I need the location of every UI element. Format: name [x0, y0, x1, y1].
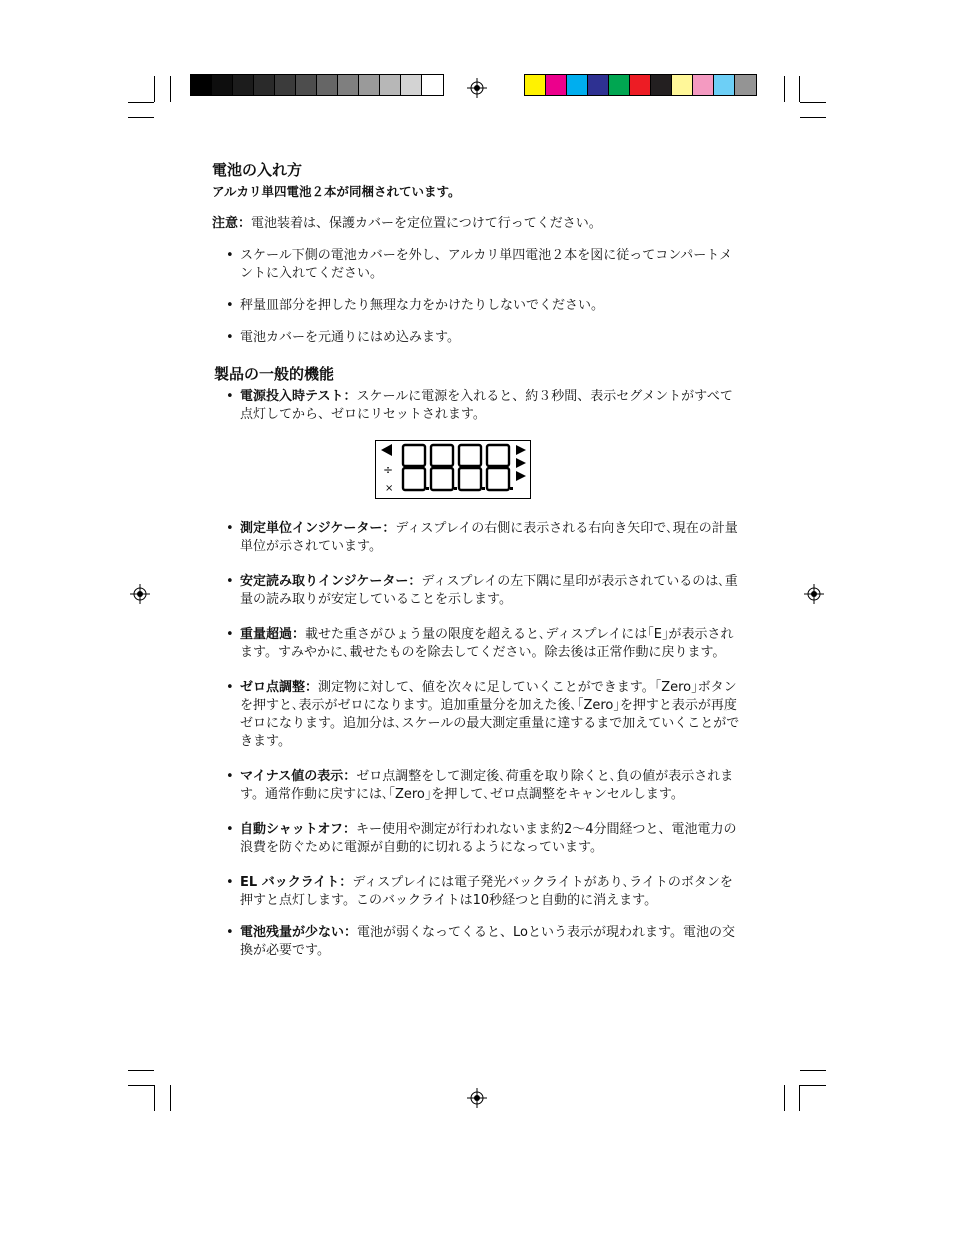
crop-mark	[154, 1085, 155, 1111]
color-swatch	[546, 75, 567, 95]
color-swatch	[525, 75, 546, 95]
list-item-text: スケール下側の電池カバーを外し、アルカリ単四電池２本を図に従ってコンパートメントに入れてください。	[240, 248, 733, 281]
feature-label: 測定単位インジケーター：	[240, 521, 396, 536]
lcd-digit-8	[487, 445, 509, 490]
crop-mark	[154, 76, 155, 102]
color-swatch	[191, 75, 212, 95]
feature-text: ディスプレイの左下隅に星印が表示されているのは､重量の読み取りが安定していることを示します。	[240, 574, 738, 607]
color-swatch	[338, 75, 359, 95]
registration-mark-icon	[804, 584, 824, 604]
grayscale-bar	[190, 74, 444, 96]
list-item-text: 秤量皿部分を押したり無理な力をかけたりしないでください。	[240, 298, 605, 313]
lcd-display-icon	[376, 441, 530, 498]
lcd-digit-8	[431, 445, 453, 490]
feature-text: 測定物に対して、値を次々に足していくことができます。｢Zero｣ボタンを押すと､表示がゼロになります。追加重量分を加えた後､｢Zero｣を押すと表示が再度ゼロになります。追加分は､スケールの最大測定重量に達するまで加えていくことができます。	[240, 680, 740, 749]
crop-mark	[128, 102, 154, 103]
color-swatch	[401, 75, 422, 95]
list-item: • 電池残量が少ない：電池が弱くなってくると、Loという表示が現われます。電池の交換が必要です。	[226, 925, 735, 958]
unit-arrow-icon	[516, 471, 526, 481]
section-title: 電池の入れ方	[212, 161, 303, 179]
feature-text: スケールに電源を入れると、約３秒間、表示セグメントがすべて点灯してから、ゼロにリセットされます。	[240, 389, 733, 422]
color-swatch	[212, 75, 233, 95]
lcd-digit-8	[403, 445, 425, 490]
lcd-decimal-point	[454, 487, 457, 490]
color-swatch	[651, 75, 672, 95]
feature-text: 載せた重さがひょう量の限度を超えると､ディスプレイには｢E｣が表示されます。すみやかに､載せたものを除去してください。除去後は正常作動に戻ります。	[240, 627, 734, 660]
crop-mark	[800, 102, 826, 103]
list-item: • 電池カバーを元通りにはめ込みます。	[226, 330, 460, 345]
list-item: • スケール下側の電池カバーを外し、アルカリ単四電池２本を図に従ってコンパートメントに入れてください。	[226, 248, 733, 281]
feature-text: 電池が弱くなってくると、Loという表示が現われます。電池の交換が必要です。	[240, 925, 735, 958]
color-swatch	[275, 75, 296, 95]
color-swatch	[233, 75, 254, 95]
feature-label: 電源投入時テスト：	[240, 389, 357, 404]
feature-label: EL バックライト：	[240, 875, 353, 890]
lcd-decimal-point	[482, 487, 485, 490]
crop-mark	[800, 1070, 826, 1071]
crop-mark	[800, 117, 826, 118]
crop-mark	[784, 76, 785, 102]
feature-label: 電池残量が少ない：	[240, 925, 358, 940]
crop-mark	[128, 117, 154, 118]
color-swatch	[609, 75, 630, 95]
feature-label: マイナス値の表示：	[240, 769, 357, 784]
crop-mark	[128, 1085, 154, 1086]
registration-mark-icon	[130, 584, 150, 604]
lcd-decimal-point	[426, 487, 429, 490]
divide-symbol: ÷	[383, 463, 394, 477]
registration-mark-icon	[467, 78, 487, 98]
color-swatch	[714, 75, 735, 95]
lcd-digit-8	[459, 445, 481, 490]
feature-label: 自動シャットオフ：	[240, 822, 356, 837]
section-title: 製品の一般的機能	[214, 365, 335, 383]
color-swatch	[422, 75, 443, 95]
section-subtitle: アルカリ単四電池２本が同梱されています。	[212, 184, 461, 199]
stable-star-symbol: ×	[385, 483, 394, 494]
feature-text: キー使用や測定が行われないまま約2～4分間経つと、電池電力の浪費を防ぐために電源が自動的に切れるようになっています。	[240, 822, 737, 855]
color-swatch	[317, 75, 338, 95]
crop-mark	[170, 76, 171, 102]
lcd-display-illustration	[375, 440, 531, 499]
manual-page	[212, 160, 742, 960]
lcd-digits	[403, 445, 513, 490]
list-item: • EL バックライト：ディスプレイには電子発光バックライトがあり､ライトのボタンを押すと点灯します。このバックライトは10秒経つと自動的に消えます。	[226, 875, 733, 908]
feature-text: ディスプレイの右側に表示される右向き矢印で､現在の計量単位が示されています。	[240, 521, 738, 554]
unit-arrow-icon	[516, 445, 526, 455]
list-item: • ゼロ点調整：測定物に対して、値を次々に足していくことができます。｢Zero｣ボタンを押すと､表示がゼロになります。追加重量分を加えた後､｢Zero｣を押すと表示が再度ゼロになります。追加分は､スケールの最大測定重量に達するまで加えていくことができます。	[226, 680, 740, 749]
feature-label: 安定読み取りインジケーター：	[240, 574, 422, 589]
feature-text: ディスプレイには電子発光バックライトがあり､ライトのボタンを押すと点灯します。このバックライトは10秒経つと自動的に消えます。	[240, 875, 733, 908]
color-swatch	[672, 75, 693, 95]
registration-mark-icon	[467, 1088, 487, 1108]
battery-steps-list	[212, 247, 742, 347]
list-item: • 重量超過：載せた重さがひょう量の限度を超えると､ディスプレイには｢E｣が表示されます。すみやかに､載せたものを除去してください。除去後は正常作動に戻ります。	[226, 627, 734, 660]
color-swatch	[380, 75, 401, 95]
crop-mark	[170, 1085, 171, 1111]
crop-mark	[800, 1085, 826, 1086]
color-swatch	[296, 75, 317, 95]
feature-label: 重量超過：	[240, 627, 306, 642]
crop-mark	[799, 76, 800, 102]
list-item: • 電源投入時テスト：スケールに電源を入れると、約３秒間、表示セグメントがすべて点灯してから、ゼロにリセットされます。	[226, 389, 733, 422]
list-item: • 安定読み取りインジケーター：ディスプレイの左下隅に星印が表示されているのは､重量の読み取りが安定していることを示します。	[226, 574, 738, 607]
left-arrow-icon	[381, 444, 392, 456]
crop-mark	[799, 1085, 800, 1111]
list-item: • 自動シャットオフ：キー使用や測定が行われないまま約2～4分間経つと、電池電力の浪費を防ぐために電源が自動的に切れるようになっています。	[226, 822, 737, 855]
crop-mark	[784, 1085, 785, 1111]
lcd-decimal-point	[510, 487, 513, 490]
note	[212, 215, 742, 233]
color-swatch	[567, 75, 588, 95]
note-label: 注意：	[212, 216, 252, 231]
list-item-text: 電池カバーを元通りにはめ込みます。	[240, 330, 460, 345]
list-item: • 測定単位インジケーター：ディスプレイの右側に表示される右向き矢印で､現在の計量単位が示されています。	[226, 521, 738, 554]
color-swatch	[735, 75, 756, 95]
color-swatch	[254, 75, 275, 95]
unit-arrow-icon	[516, 458, 526, 468]
note-text: 電池装着は、保護カバーを定位置につけて行ってください。	[251, 216, 602, 231]
color-swatch	[588, 75, 609, 95]
feature-label: ゼロ点調整：	[240, 680, 319, 695]
crop-mark	[128, 1070, 154, 1071]
feature-text: ゼロ点調整をして測定後､荷重を取り除くと､負の値が表示されます。通常作動に戻すには､｢Zero｣を押して､ゼロ点調整をキャンセルします。	[240, 769, 734, 802]
color-swatch	[693, 75, 714, 95]
color-swatch	[359, 75, 380, 95]
list-item: • 秤量皿部分を押したり無理な力をかけたりしないでください。	[226, 298, 605, 313]
color-swatch	[630, 75, 651, 95]
list-item: • マイナス値の表示：ゼロ点調整をして測定後､荷重を取り除くと､負の値が表示されます。通常作動に戻すには､｢Zero｣を押して､ゼロ点調整をキャンセルします。	[226, 769, 734, 802]
color-calibration-bar	[524, 74, 757, 96]
